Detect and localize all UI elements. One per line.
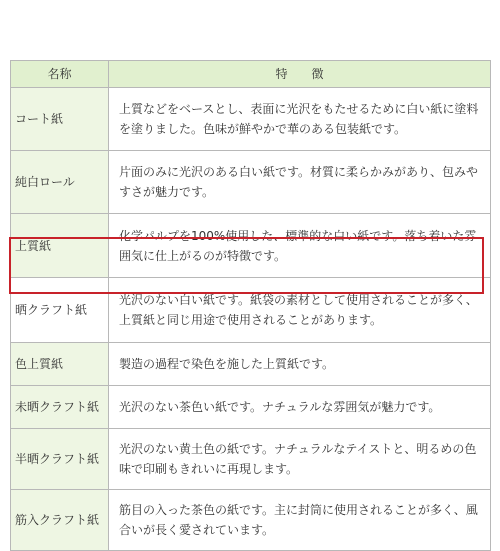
paper-name: 晒クラフト紙 bbox=[11, 278, 109, 343]
paper-description: 製造の過程で染色を施した上質紙です。 bbox=[109, 343, 491, 386]
table-row bbox=[11, 214, 491, 278]
table-row bbox=[11, 151, 491, 214]
paper-description: 筋目の入った茶色の紙です。主に封筒に使用されることが多く、風合いが長く愛されています。 bbox=[109, 490, 491, 551]
paper-description: 光沢のない黄土色の紙です。ナチュラルなテイストと、明るめの色味で印刷もきれいに再現します。 bbox=[109, 429, 491, 490]
table-row bbox=[11, 386, 491, 429]
paper-name: 未晒クラフト紙 bbox=[11, 386, 109, 429]
header-name: 名称 bbox=[11, 61, 109, 88]
paper-name: 上質紙 bbox=[11, 214, 109, 278]
paper-name: コート紙 bbox=[11, 88, 109, 151]
table-row bbox=[11, 343, 491, 386]
table-header-row bbox=[11, 61, 491, 88]
paper-name: 筋入クラフト紙 bbox=[11, 490, 109, 551]
paper-types-table-container bbox=[10, 60, 490, 551]
paper-name: 半晒クラフト紙 bbox=[11, 429, 109, 490]
paper-description: 光沢のない茶色い紙です。ナチュラルな雰囲気が魅力です。 bbox=[109, 386, 491, 429]
header-feature: 特 徴 bbox=[109, 61, 491, 88]
paper-description: 片面のみに光沢のある白い紙です。材質に柔らかみがあり、包みやすさが魅力です。 bbox=[109, 151, 491, 214]
paper-types-table bbox=[10, 60, 491, 551]
table-row-highlighted bbox=[11, 278, 491, 343]
table-row bbox=[11, 88, 491, 151]
paper-name: 色上質紙 bbox=[11, 343, 109, 386]
paper-description: 光沢のない白い紙です。紙袋の素材として使用されることが多く、上質紙と同じ用途で使用されることがあります。 bbox=[109, 278, 491, 343]
table-row bbox=[11, 429, 491, 490]
paper-name: 純白ロール bbox=[11, 151, 109, 214]
paper-description: 上質などをベースとし、表面に光沢をもたせるために白い紙に塗料を塗りました。色味が鮮やかで華のある包装紙です。 bbox=[109, 88, 491, 151]
table-row bbox=[11, 490, 491, 551]
paper-description: 化学パルプを100%使用した、標準的な白い紙です。落ち着いた雰囲気に仕上がるのが特徴です。 bbox=[109, 214, 491, 278]
